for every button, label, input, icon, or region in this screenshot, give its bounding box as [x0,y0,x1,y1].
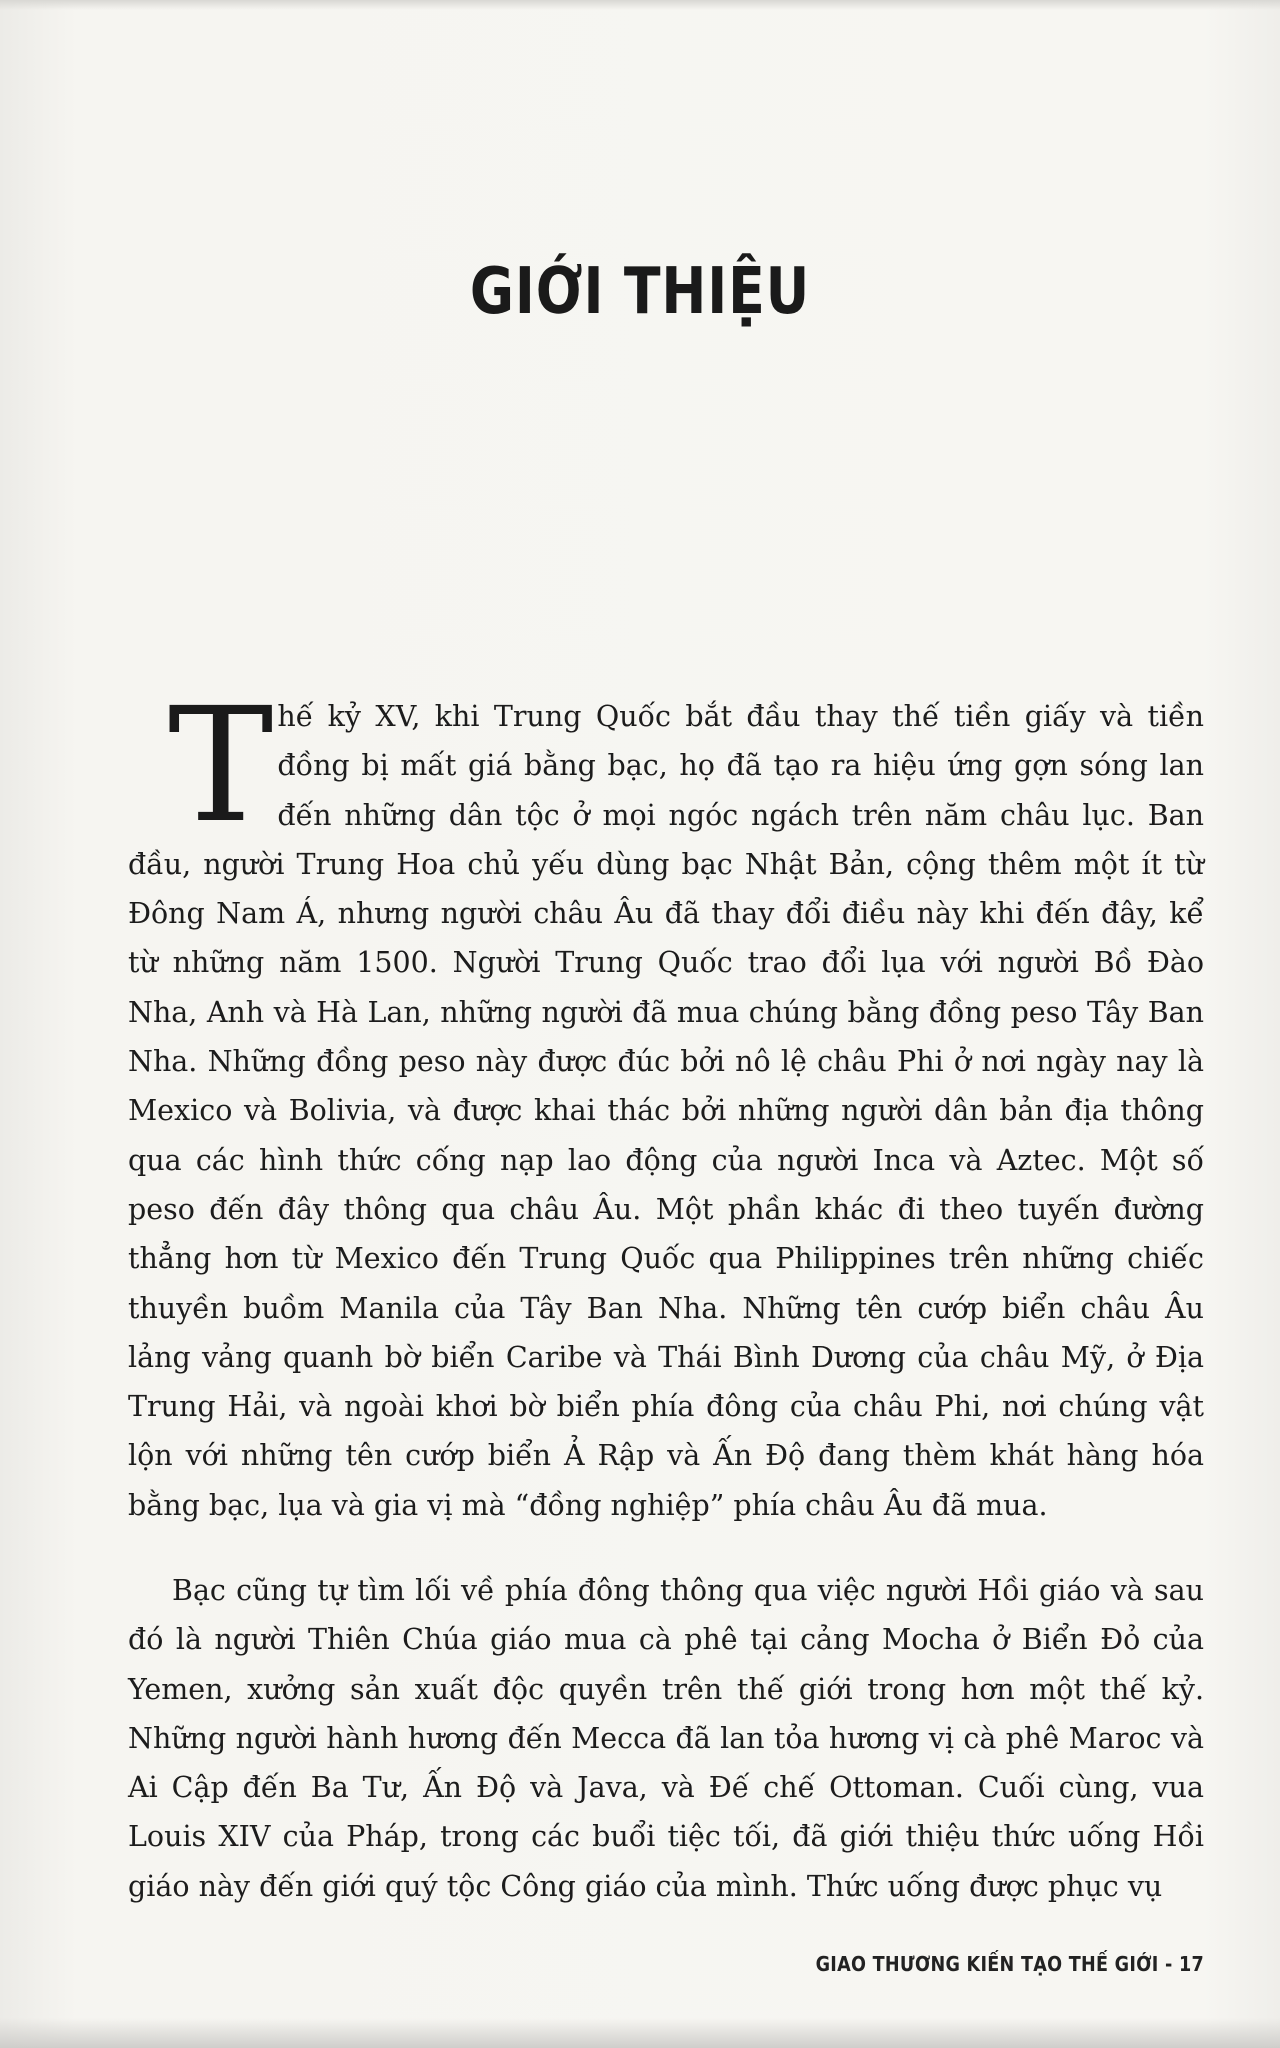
chapter-title: GIỚI THIỆU [469,254,811,329]
paragraph-2: Bạc cũng tự tìm lối về phía đông thông qua việc người Hồi giáo và sau đó là người Thiên Chúa giáo mua cà phê tại cảng Mocha ở Biển Đỏ của Yemen, xưởng sản xuất độc quyền trên thế giới trong hơn một thế kỷ. Những người hành hương đến Mecca đã lan tỏa hương vị cà phê Maroc và Ai Cập đến Ba Tư, Ấn Độ và Java, và Đế chế Ottoman. Cuối cùng, vua Louis XIV của Pháp, trong các buổi tiệc tối, đã giới thiệu thức uống Hồi giáo này đến giới quý tộc Công giáo của mình. Thức uống được phục vụ [128,1574,1204,1903]
page-bottom-shadow [0,2018,1280,2048]
paragraph-1-text: hế kỷ XV, khi Trung Quốc bắt đầu thay thế tiền giấy và tiền đồng bị mất giá bằng bạc, họ đã tạo ra hiệu ứng gợn sóng lan đến những dân tộc ở mọi ngóc ngách trên năm châu lục. Ban đầu, người Trung Hoa chủ yếu dùng bạc Nhật Bản, cộng thêm một ít từ Đông Nam Á, nhưng người châu Âu đã thay đổi điều này khi đến đây, kể từ những năm 1500. Người Trung Quốc trao đổi lụa với người Bồ Đào Nha, Anh và Hà Lan, những người đã mua chúng bằng đồng peso Tây Ban Nha. Những đồng peso này được đúc bởi nô lệ châu Phi ở nơi ngày nay là Mexico và Bolivia, và được khai thác bởi những người dân bản địa thông qua các hình thức cống nạp lao động của người Inca và Aztec. Một số peso đến đây thông qua châu Âu. Một phần khác đi theo tuyến đường thẳng hơn từ Mexico đến Trung Quốc qua Philippines trên những chiếc thuyền buồm Manila của Tây Ban Nha. Những tên cướp biển châu Âu lảng vảng quanh bờ biển Caribe và Thái Bình Dương của châu Mỹ, ở Địa Trung Hải, và ngoài khơi bờ biển phía đông của châu Phi, nơi chúng vật lộn với những tên cướp biển Ả Rập và Ấn Độ đang thèm khát hàng hóa bằng bạc, lụa và gia vị mà “đồng nghiệp” phía châu Âu đã mua. [128,700,1204,1522]
drop-cap: T [168,674,274,858]
running-footer: GIAO THƯƠNG KIẾN TẠO THẾ GIỚI - 17 [815,1952,1204,1976]
paragraph-1 [128,674,1204,1530]
page-top-shadow [0,0,1280,10]
